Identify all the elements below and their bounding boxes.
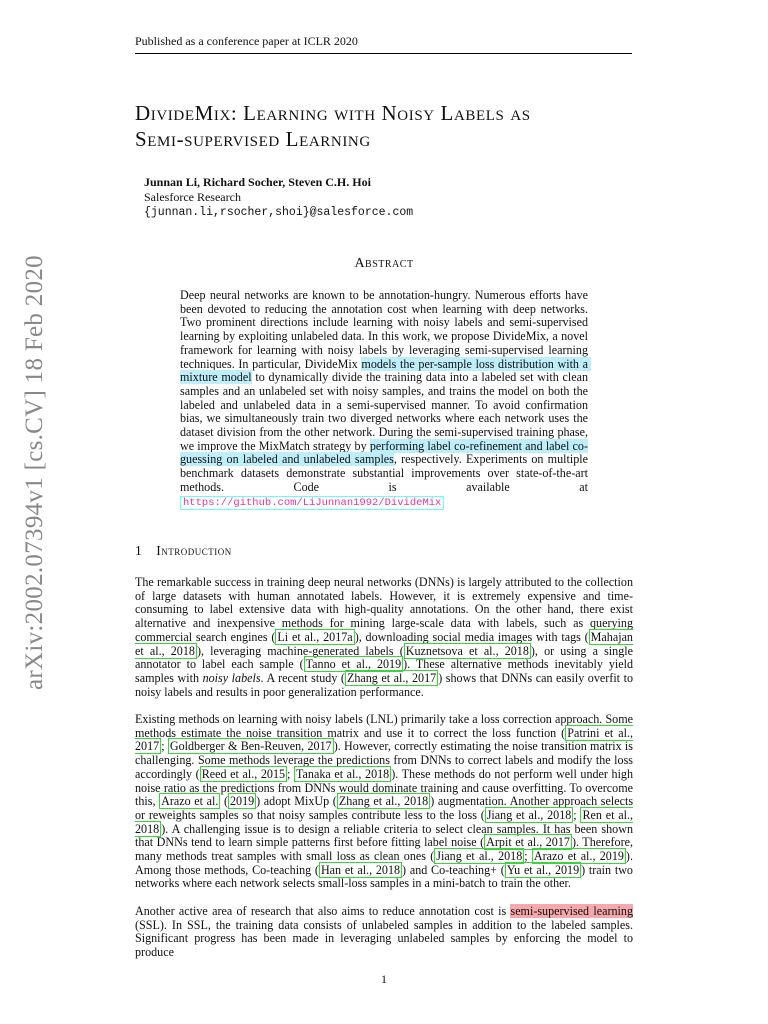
section-number: 1 bbox=[135, 543, 143, 558]
text: ), or using a single annotator to label each sample ( bbox=[135, 643, 633, 672]
text: ). These alternative methods inevitably yield samples with bbox=[135, 657, 634, 685]
arxiv-stamp: arXiv:2002.07394v1 [cs.CV] 18 Feb 2020 bbox=[21, 255, 48, 690]
text: ) shows that DNNs can easily overfit to noisy labels and results in poor generalization performance. bbox=[135, 670, 634, 699]
text: ). However, correctly estimating the noise transition matrix is challenging. Some methods leverage the predictions from DNNs to correct labels and modify the loss accordingly ( bbox=[135, 739, 633, 781]
citation-link[interactable]: Jiang et al., 2018 bbox=[486, 807, 572, 822]
abstract-body bbox=[180, 288, 592, 510]
text: ) adopt MixUp ( bbox=[256, 794, 337, 809]
text: The remarkable success in training deep neural networks (DNNs) is largely attributed to the collection of large datasets with human annotated labels. However, it is extremely expensive and time-consuming to label extensive data with high-quality annotations. On the other hand, there exist alternative and inexpensive methods for mining large-scale data with labels, such as querying commercial search engines ( bbox=[135, 575, 633, 644]
citation-link[interactable]: Tanno et al., 2019 bbox=[305, 657, 402, 672]
author-names: Junnan Li, Richard Socher, Steven C.H. Hoi bbox=[144, 175, 371, 189]
text: ). Therefore, many methods treat samples with small loss as clean ones ( bbox=[135, 835, 633, 864]
citation-link[interactable]: Kuznetsova et al., 2018 bbox=[405, 643, 529, 658]
intro-paragraph-3 bbox=[135, 905, 633, 960]
text: ) train two networks where each network selects small-loss samples in a mini-batch to train the other. bbox=[135, 862, 633, 891]
citation-link[interactable]: Yu et al., 2019 bbox=[506, 862, 580, 877]
citation-link[interactable]: Arazo et al., 2019 bbox=[533, 849, 624, 864]
citation-link[interactable]: Goldberger & Ben-Reuven, 2017 bbox=[169, 739, 332, 754]
text: ; bbox=[573, 807, 581, 822]
citation-link[interactable]: Patrini et al., 2017 bbox=[135, 725, 633, 754]
citation-link[interactable]: Zhang et al., 2017 bbox=[346, 670, 437, 685]
abstract-highlight: performing label co-refinement and label co-guessing on labeled and unlabeled samples bbox=[180, 438, 588, 467]
text: ; bbox=[524, 849, 532, 864]
abstract-heading: Abstract bbox=[354, 256, 414, 271]
citation-link[interactable]: Reed et al., 2015 bbox=[201, 766, 286, 781]
abstract-text: to dynamically divide the training data into a labeled set with clean samples and an unlabeled set with noisy samples, and trains the model on both the labeled and unlabeled data in a semi-supervised manner. To avoid confirmation bias, we simultaneously train two diverged networks where each network uses the dataset division from the other network. During the semi-supervised training phase, we improve the MixMatch strategy by bbox=[180, 370, 592, 453]
abstract-text: Deep neural networks are known to be annotation-hungry. Numerous efforts have been devoted to reducing the annotation cost when learning with deep networks. Two prominent directions include learning with noisy labels and semi-supervised learning by exploiting unlabeled data. In this work, we propose DivideMix, a novel framework for learning with noisy labels by leveraging semi-supervised learning techniques. In particular, DivideMix bbox=[180, 288, 592, 371]
citation-link[interactable]: Li et al., 2017a bbox=[277, 629, 353, 644]
text: ). A challenging issue is to design a reliable criteria to select clean samples. It has been shown that DNNs tend to learn simple patterns first before fitting label noise ( bbox=[135, 821, 633, 850]
text: Existing methods on learning with noisy labels (LNL) primarily take a loss correction approach. Some methods estimate the noise transition matrix and use it to correct the loss function ( bbox=[135, 712, 633, 740]
intro-paragraph-1 bbox=[135, 576, 633, 699]
citation-link[interactable]: Jiang et al., 2018 bbox=[436, 849, 523, 864]
author-affiliation: Salesforce Research bbox=[144, 190, 241, 204]
citation-link[interactable]: Ren et al., 2018 bbox=[135, 807, 634, 836]
citation-link[interactable]: Tanaka et al., 2018 bbox=[296, 766, 390, 781]
paper-title bbox=[135, 100, 635, 152]
citation-link[interactable]: Arazo et al. bbox=[161, 794, 219, 809]
text: Another active area of research that also aims to reduce annotation cost is bbox=[135, 904, 511, 918]
running-header: Published as a conference paper at ICLR 2020 bbox=[135, 34, 632, 54]
text: ) and Co-teaching+ ( bbox=[402, 862, 505, 877]
text: ), leveraging machine-generated labels ( bbox=[196, 643, 404, 658]
text: ) augmentation. Another approach selects or reweights samples so that noisy samples contribute less to the loss ( bbox=[135, 794, 634, 822]
text: ). Among those methods, Co-teaching ( bbox=[135, 849, 633, 877]
author-email: {junnan.li,rsocher,shoi}@salesforce.com bbox=[144, 206, 414, 219]
section-heading bbox=[135, 543, 232, 559]
text: (SSL). In SSL, the training data consists of unlabeled samples in addition to the labeled samples. Significant progress has been made in leveraging unlabeled samples by enforcing the model to produce bbox=[135, 917, 633, 960]
emphasis: noisy labels bbox=[202, 670, 261, 685]
code-url-link[interactable]: https://github.com/LiJunnan1992/DivideMix bbox=[180, 496, 444, 510]
citation-link[interactable]: Han et al., 2018 bbox=[320, 862, 401, 877]
abstract-text: , respectively. Experiments on multiple benchmark datasets demonstrate substantial improvements over state-of-the-art methods. Code is available at bbox=[180, 452, 592, 494]
abstract-highlight: models the per-sample loss distribution with a mixture model bbox=[180, 356, 592, 385]
text: ; bbox=[161, 739, 168, 754]
text: ). These methods do not perform well under high noise ratio as the predictions from DNNs would dominate training and cause overfitting. To overcome this, bbox=[135, 766, 634, 809]
text: . A recent study ( bbox=[260, 670, 345, 685]
text: ; bbox=[287, 766, 295, 781]
citation-link[interactable]: Mahajan et al., 2018 bbox=[135, 629, 633, 658]
citation-link[interactable]: Arpit et al., 2017 bbox=[486, 835, 570, 850]
citation-link[interactable]: Zhang et al., 2018 bbox=[338, 794, 429, 809]
title-line-1: DivideMix: Learning with Noisy Labels as bbox=[135, 101, 531, 125]
title-line-2: Semi-supervised Learning bbox=[135, 127, 371, 151]
text: ( bbox=[220, 794, 228, 809]
section-title: Introduction bbox=[156, 543, 232, 558]
page-number: 1 bbox=[381, 972, 387, 986]
citation-link[interactable]: 2019 bbox=[229, 794, 255, 809]
text: ), downloading social media images with tags ( bbox=[354, 629, 589, 644]
author-block bbox=[144, 175, 413, 220]
highlight-red: semi-supervised learning bbox=[510, 904, 633, 918]
intro-paragraph-2 bbox=[135, 713, 633, 891]
